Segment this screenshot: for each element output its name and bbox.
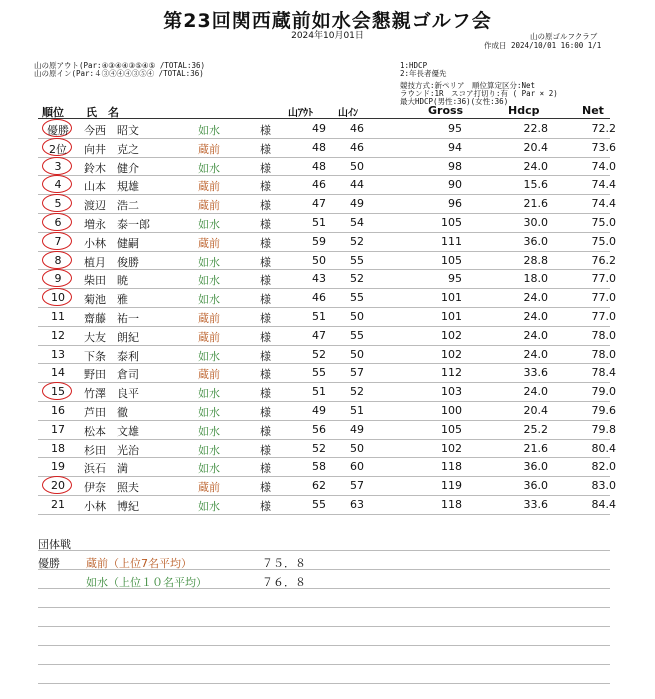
hdcp-value: 22.8 (523, 122, 548, 135)
net-score: 79.0 (591, 385, 616, 399)
team: 如水 (198, 424, 220, 438)
honorific: 様 (260, 500, 271, 513)
honorific: 様 (260, 312, 271, 325)
out-score: 49 (312, 404, 326, 417)
net-score: 83.0 (591, 479, 616, 493)
ruled-line (38, 588, 610, 589)
team: 蔵前 (198, 142, 220, 156)
rank: 17 (51, 422, 65, 436)
net-score: 76.2 (591, 253, 616, 267)
team-kuramae-score: ７５．８ (262, 557, 306, 570)
table-row (38, 401, 616, 420)
in-score: 52 (350, 272, 364, 286)
note-1: 1:HDCP (400, 61, 428, 70)
in-score: 63 (350, 498, 364, 511)
net-score: 72.2 (591, 122, 616, 135)
ruled-line (38, 569, 610, 570)
in-score: 52 (350, 234, 364, 248)
gross-score: 118 (441, 498, 462, 511)
honorific: 様 (260, 387, 271, 401)
table-row (38, 439, 616, 458)
player-name: 菊池 雅 (84, 293, 128, 307)
gross-score: 101 (441, 291, 462, 305)
out-score: 52 (312, 347, 326, 361)
gross-score: 96 (448, 197, 462, 211)
col-rank: 順位 (42, 106, 64, 119)
table-row (38, 363, 616, 382)
net-score: 74.4 (591, 178, 616, 192)
rank: 9 (54, 272, 62, 286)
player-name: 柴田 暁 (84, 274, 128, 288)
in-score: 50 (350, 441, 364, 455)
net-score: 79.6 (591, 404, 616, 417)
honorific: 様 (260, 443, 271, 457)
team: 如水 (198, 406, 220, 419)
out-score: 43 (312, 272, 326, 286)
rank: 8 (54, 253, 62, 267)
out-score: 47 (312, 197, 326, 211)
table-row (38, 213, 616, 232)
out-score: 51 (312, 310, 326, 323)
col-gross: Gross (428, 104, 464, 117)
in-score: 50 (350, 159, 364, 173)
hdcp-value: 24.0 (523, 328, 548, 342)
honorific: 様 (260, 124, 271, 137)
honorific: 様 (260, 349, 271, 363)
col-out: 山ｱｳﾄ (288, 108, 313, 119)
team: 蔵前 (198, 236, 220, 250)
hdcp-value: 25.2 (523, 422, 548, 436)
in-score: 54 (350, 216, 364, 229)
hdcp-value: 36.0 (523, 479, 548, 493)
player-name: 松本 文雄 (84, 424, 139, 438)
team: 蔵前 (198, 330, 220, 344)
honorific: 様 (260, 462, 271, 476)
net-score: 77.0 (591, 310, 616, 323)
player-name: 小林 博紀 (84, 500, 139, 513)
rank: 10 (51, 291, 65, 305)
gross-score: 95 (448, 122, 462, 135)
table-row (38, 269, 616, 288)
out-score: 55 (312, 366, 326, 380)
gross-score: 105 (441, 253, 462, 267)
honorific: 様 (260, 293, 271, 307)
col-name: 氏 名 (86, 106, 119, 119)
rank: 15 (51, 385, 65, 399)
out-score: 56 (312, 422, 326, 436)
net-score: 77.0 (591, 291, 616, 305)
col-in: 山ｲﾝ (338, 108, 358, 119)
in-score: 51 (350, 404, 364, 417)
gross-score: 90 (448, 178, 462, 192)
hdcp-value: 33.6 (523, 498, 548, 511)
created-date: 作成日 2024/10/01 16:00 1/1 (484, 41, 602, 50)
hdcp-value: 20.4 (523, 140, 548, 154)
player-name: 鈴木 健介 (84, 161, 139, 175)
team: 蔵前 (198, 481, 220, 495)
rank: 12 (51, 328, 65, 342)
team: 如水 (198, 462, 220, 476)
team: 如水 (198, 387, 220, 401)
col-net: Net (582, 104, 604, 117)
net-score: 75.0 (591, 216, 616, 229)
net-score: 77.0 (591, 272, 616, 286)
gross-score: 105 (441, 216, 462, 229)
honorific: 様 (260, 424, 271, 438)
note-2: 2:年長者優先 (400, 69, 447, 78)
out-score: 58 (312, 460, 326, 474)
rank: 7 (54, 234, 62, 248)
net-score: 84.4 (591, 498, 616, 511)
table-row (38, 194, 616, 213)
honorific: 様 (260, 330, 271, 344)
net-score: 80.4 (591, 441, 616, 455)
table-row (38, 345, 616, 364)
gross-score: 98 (448, 159, 462, 173)
table-row (38, 138, 616, 157)
page-title: 第23回関西蔵前如水会懇親ゴルフ会 (163, 10, 492, 32)
player-name: 小林 健嗣 (84, 236, 139, 250)
honorific: 様 (260, 180, 271, 194)
team: 如水 (198, 349, 220, 363)
team: 如水 (198, 218, 220, 231)
honorific: 様 (260, 218, 271, 231)
event-date: 2024年10月01日 (291, 31, 364, 41)
in-score: 55 (350, 328, 364, 342)
honorific: 様 (260, 142, 271, 156)
ruled-line (38, 645, 610, 646)
net-score: 78.0 (591, 347, 616, 361)
team-josui-score: ７６．８ (262, 576, 306, 589)
table-row (38, 157, 616, 176)
hdcp-value: 20.4 (523, 404, 548, 417)
rank: 5 (54, 197, 62, 211)
ruled-line (38, 626, 610, 627)
rank: 4 (54, 178, 62, 192)
player-name: 野田 倉司 (84, 368, 139, 382)
player-name: 浜石 満 (84, 462, 128, 476)
out-score: 51 (312, 216, 326, 229)
honorific: 様 (260, 161, 271, 175)
honorific: 様 (260, 236, 271, 250)
table-row (38, 307, 616, 326)
net-score: 74.4 (591, 197, 616, 211)
honorific: 様 (260, 274, 271, 288)
player-name: 大友 朗紀 (84, 330, 139, 344)
player-name: 伊奈 照夫 (84, 481, 139, 495)
rule-1: 競技方式:新ペリア 順位算定区分:Net (400, 81, 536, 90)
in-score: 49 (350, 422, 364, 436)
table-row (38, 420, 616, 439)
gross-score: 105 (441, 422, 462, 436)
honorific: 様 (260, 199, 271, 213)
rank: 6 (54, 216, 62, 229)
in-score: 44 (350, 178, 364, 192)
gross-score: 102 (441, 347, 462, 361)
net-score: 74.0 (591, 159, 616, 173)
out-score: 46 (312, 178, 326, 192)
team: 蔵前 (198, 312, 220, 325)
player-name: 芦田 徹 (84, 406, 128, 419)
team: 如水 (198, 443, 220, 457)
honorific: 様 (260, 481, 271, 495)
rank: 13 (51, 347, 65, 361)
row-divider (38, 514, 610, 515)
table-row (38, 476, 616, 495)
col-hdcp: Hdcp (508, 104, 540, 117)
hdcp-value: 24.0 (523, 310, 548, 323)
table-row (38, 251, 616, 270)
rule-2: ラウンド:1R スコア打切り:有 ( Par × 2) (400, 89, 558, 98)
hdcp-value: 24.0 (523, 159, 548, 173)
gross-score: 95 (448, 272, 462, 286)
ruled-line (38, 607, 610, 608)
player-name: 今西 昭文 (84, 124, 139, 137)
gross-score: 102 (441, 441, 462, 455)
table-row (38, 457, 616, 476)
net-score: 78.4 (591, 366, 616, 380)
hdcp-value: 30.0 (523, 216, 548, 229)
in-score: 57 (350, 479, 364, 493)
hdcp-value: 36.0 (523, 234, 548, 248)
club-name: 山の原ゴルフクラブ (530, 32, 598, 41)
team: 蔵前 (198, 180, 220, 194)
out-score: 55 (312, 498, 326, 511)
out-score: 48 (312, 159, 326, 173)
rank: 優勝 (47, 124, 69, 137)
rank: 3 (54, 159, 62, 173)
team-kuramae: 蔵前（上位7名平均） (86, 557, 192, 570)
honorific: 様 (260, 406, 271, 419)
gross-score: 119 (441, 479, 462, 493)
hdcp-value: 15.6 (523, 178, 548, 192)
team: 如水 (198, 274, 220, 288)
table-row (38, 119, 616, 138)
team: 如水 (198, 255, 220, 269)
out-score: 50 (312, 253, 326, 267)
par-in: 山の原イン(Par:４③④④④③⑤④ /TOTAL:36) (34, 69, 204, 78)
table-row (38, 495, 616, 514)
in-score: 46 (350, 140, 364, 154)
gross-score: 112 (441, 366, 462, 380)
player-name: 植月 俊勝 (84, 255, 139, 269)
gross-score: 100 (441, 404, 462, 417)
in-score: 50 (350, 347, 364, 361)
out-score: 62 (312, 479, 326, 493)
net-score: 79.8 (591, 422, 616, 436)
player-name: 増永 泰一郎 (84, 218, 150, 231)
out-score: 48 (312, 140, 326, 154)
ruled-line (38, 550, 610, 551)
player-name: 山本 規雄 (84, 180, 139, 194)
player-name: 向井 克之 (84, 142, 139, 156)
player-name: 齋藤 祐一 (84, 312, 139, 325)
honorific: 様 (260, 368, 271, 382)
out-score: 51 (312, 385, 326, 399)
player-name: 竹澤 良平 (84, 387, 139, 401)
out-score: 52 (312, 441, 326, 455)
hdcp-value: 24.0 (523, 385, 548, 399)
rank: 21 (51, 498, 65, 511)
player-name: 杉田 光治 (84, 443, 139, 457)
out-score: 59 (312, 234, 326, 248)
team: 蔵前 (198, 368, 220, 382)
net-score: 73.6 (591, 140, 616, 154)
team-josui: 如水（上位１０名平均） (86, 576, 207, 589)
table-row (38, 382, 616, 401)
gross-score: 103 (441, 385, 462, 399)
team-winner-label: 優勝 (38, 557, 60, 570)
team: 如水 (198, 124, 220, 137)
team: 如水 (198, 293, 220, 307)
team: 如水 (198, 500, 220, 513)
in-score: 55 (350, 291, 364, 305)
out-score: 46 (312, 291, 326, 305)
table-row (38, 175, 616, 194)
gross-score: 118 (441, 460, 462, 474)
gross-score: 94 (448, 140, 462, 154)
hdcp-value: 24.0 (523, 291, 548, 305)
rank: 19 (51, 460, 65, 474)
ruled-line (38, 664, 610, 665)
player-name: 下条 泰利 (84, 349, 139, 363)
player-name: 渡辺 浩二 (84, 199, 139, 213)
out-score: 49 (312, 122, 326, 135)
rank: 11 (51, 310, 65, 323)
hdcp-value: 21.6 (523, 197, 548, 211)
gross-score: 111 (441, 234, 462, 248)
rank: 20 (51, 479, 65, 493)
ruled-line (38, 683, 610, 684)
out-score: 47 (312, 328, 326, 342)
net-score: 75.0 (591, 234, 616, 248)
table-row (38, 288, 616, 307)
table-row (38, 326, 616, 345)
honorific: 様 (260, 255, 271, 269)
table-row (38, 232, 616, 251)
team: 如水 (198, 161, 220, 175)
rule-3: 最大HDCP(男性:36)(女性:36) (400, 97, 509, 106)
hdcp-value: 28.8 (523, 253, 548, 267)
par-out: 山の原アウト(Par:④③④④③⑤④⑤ /TOTAL:36) (34, 61, 206, 70)
hdcp-value: 33.6 (523, 366, 548, 380)
gross-score: 102 (441, 328, 462, 342)
gross-score: 101 (441, 310, 462, 323)
rank: 18 (51, 441, 65, 455)
in-score: 60 (350, 460, 364, 474)
in-score: 46 (350, 122, 364, 135)
in-score: 57 (350, 366, 364, 380)
in-score: 55 (350, 253, 364, 267)
team-heading: 団体戦 (38, 538, 71, 551)
in-score: 50 (350, 310, 364, 323)
rank: 2位 (49, 142, 67, 156)
net-score: 82.0 (591, 460, 616, 474)
in-score: 52 (350, 385, 364, 399)
net-score: 78.0 (591, 328, 616, 342)
hdcp-value: 18.0 (523, 272, 548, 286)
rank: 14 (51, 366, 65, 380)
hdcp-value: 24.0 (523, 347, 548, 361)
rank: 16 (51, 404, 65, 417)
team: 蔵前 (198, 199, 220, 213)
hdcp-value: 36.0 (523, 460, 548, 474)
in-score: 49 (350, 197, 364, 211)
hdcp-value: 21.6 (523, 441, 548, 455)
